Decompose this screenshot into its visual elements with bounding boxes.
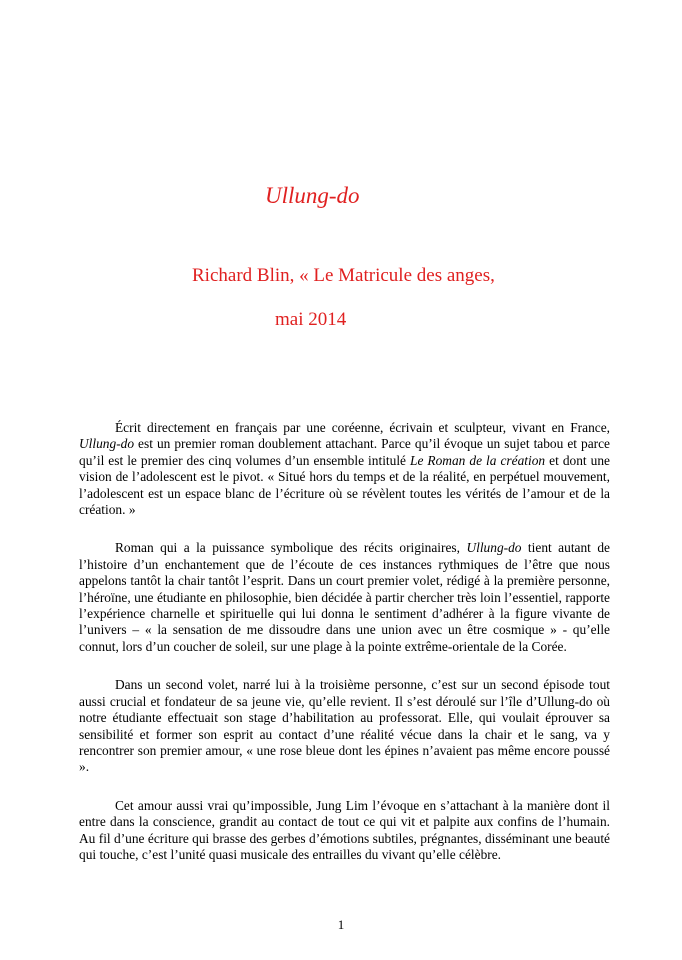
series-title-italic: Le Roman de la création xyxy=(410,452,546,468)
paragraph-2 xyxy=(79,540,610,655)
publication-date: mai 2014 xyxy=(275,309,347,330)
paragraph-1-text: est un premier roman doublement attachant. Parce qu’il évoque un sujet tabou et parce qu’il est le premier des cinq volumes d’un ensemble intitulé xyxy=(79,436,610,468)
article-body xyxy=(79,420,610,885)
book-title-italic: Ullung-do xyxy=(466,540,522,556)
paragraph-1-text: Écrit directement en français par une coréenne, écrivain et sculpteur, vivant en France, xyxy=(115,420,610,435)
author-line: Richard Blin, « Le Matricule des anges, xyxy=(192,265,495,286)
paragraph-3: Dans un second volet, narré lui à la troisième personne, c’est sur un second épisode tout aussi crucial et fondateur de sa jeune vie, qu’elle revient. Il s’est déroulé sur l’île d’Ullung-do où notre étudiante effectuait son stage d’habilitation au professorat. Elle, qui voulait éprouver sa sensibilité et former son esprit au contact d’une réalité vécue dans la chair et le sang, va y rencontrer son premier amour, « une rose bleue dont les épines n’avaient pas même encore poussé ». xyxy=(79,677,610,775)
paragraph-4: Cet amour aussi vrai qu’impossible, Jung Lim l’évoque en s’attachant à la manière dont il entre dans la conscience, grandit au contact de tout ce qui vit et palpite aux confins de l’humain. Au fil d’une écriture qui brasse des gerbes d’émotions subtiles, prégnantes, disséminant une beauté qui touche, c’est l’unité quasi musicale des entrailles du vivant qu’elle célèbre. xyxy=(79,797,610,862)
paragraph-2-text: tient autant de l’histoire d’un enchantement que de l’écoute de ces instances rythmiques de l’être que nous appelons tantôt la chair tantôt l’esprit. Dans un court premier volet, rédigé à la première personne, l’héroïne, une étudiante en philosophie, bien décidée à partir chercher très loin l’essentiel, rapporte l’expérience charnelle et spirituelle qui lui donna le sentiment d’adhérer à la figure vivante de l’univers – « la sensation de me dissoudre dans une union avec un être cosmique » - qu’elle connut, lors d’un coucher de soleil, sur une plage à la pointe extrême-orientale de la Corée. xyxy=(79,540,610,654)
paragraph-1-text: et dont une vision de l’adolescent est le pivot. « Situé hors du temps et de la réalité, en perpétuel mouvement, l’adolescent est un espace blanc de l’écriture où se révèlent toutes les vérités de l’amour et de la création. » xyxy=(79,452,610,518)
book-title-italic: Ullung-do xyxy=(79,436,135,452)
paragraph-1 xyxy=(79,420,610,518)
paragraph-2-text: Roman qui a la puissance symbolique des récits originaires, xyxy=(115,540,467,556)
page-number: 1 xyxy=(337,917,345,932)
book-title: Ullung-do xyxy=(265,183,360,208)
